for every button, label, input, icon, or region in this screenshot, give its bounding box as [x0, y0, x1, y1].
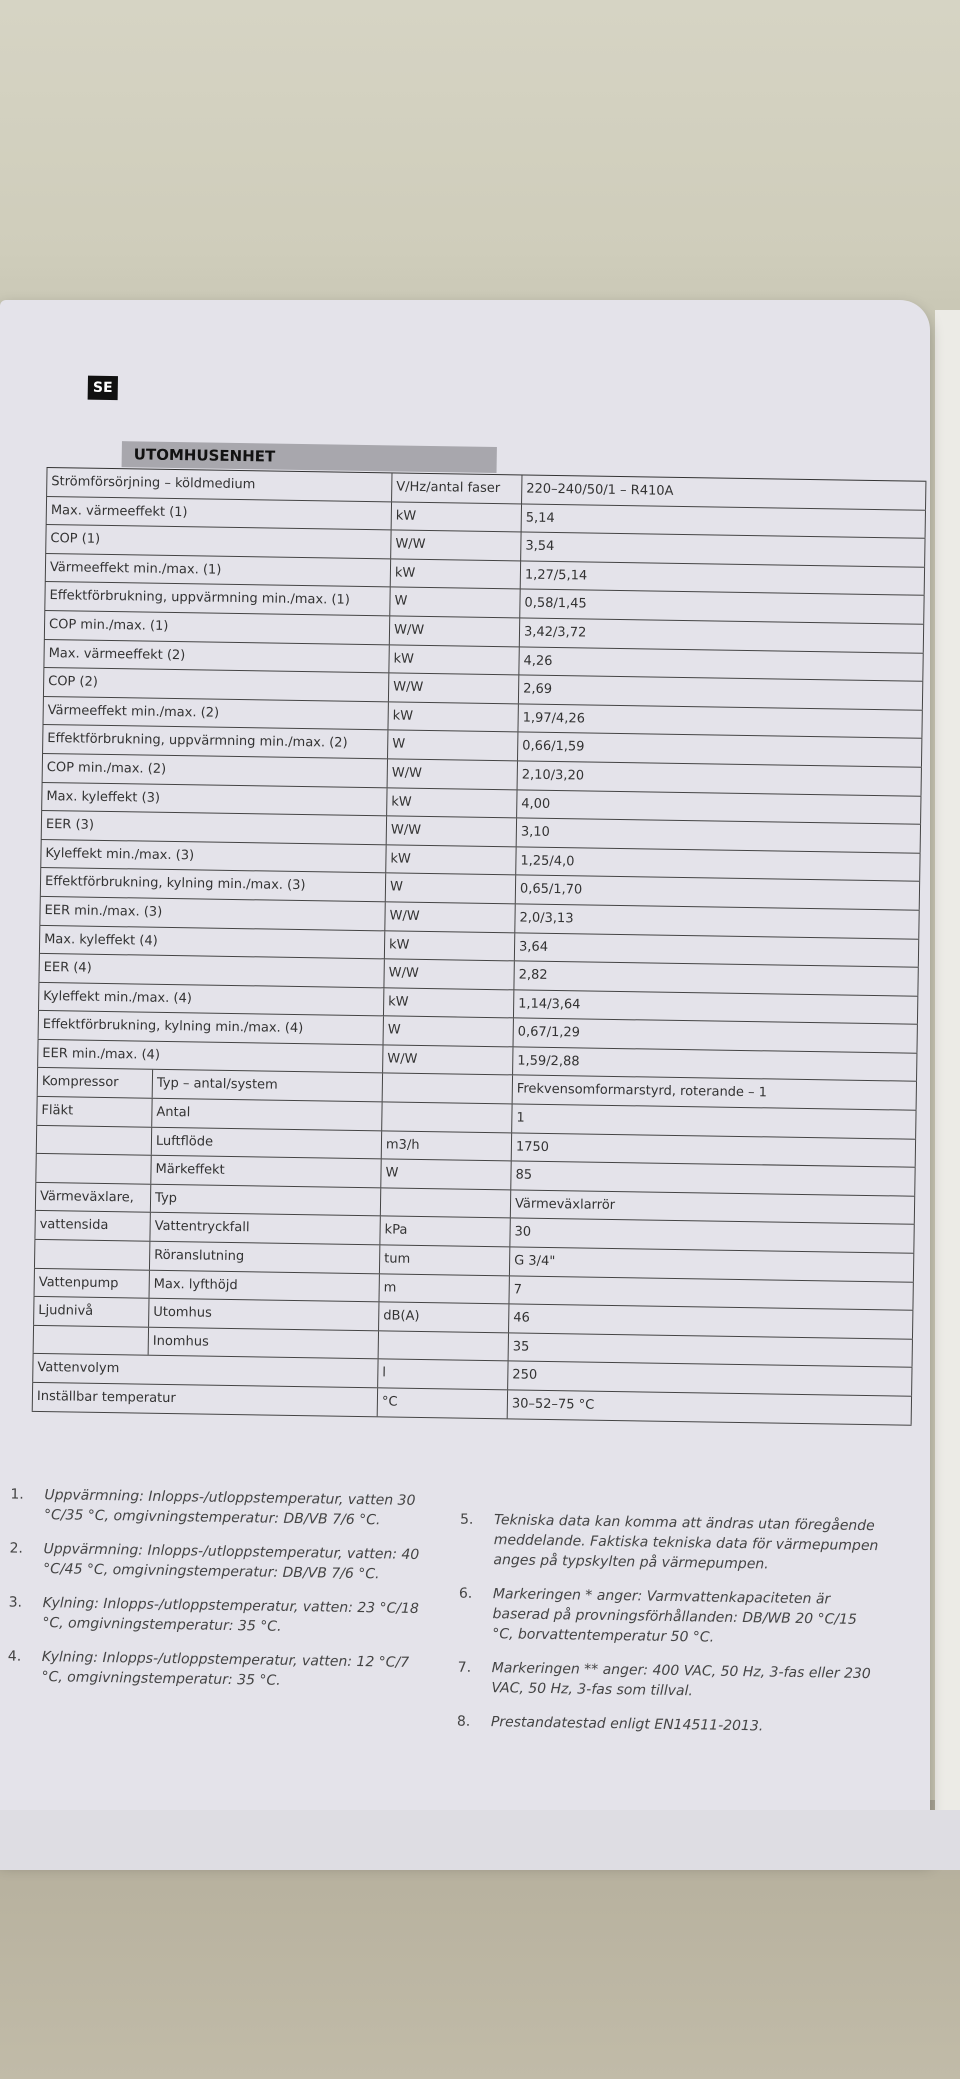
row-label: Värmeeffekt min./max. (2) [43, 697, 388, 730]
row-value: 7 [508, 1276, 913, 1310]
section-title: UTOMHUSENHET [122, 441, 497, 473]
row-value: Frekvensomformarstyrd, roterande – 1 [512, 1076, 917, 1110]
row-unit: W [380, 1160, 510, 1190]
row-unit: W/W [386, 816, 516, 846]
row-unit: kW [390, 559, 520, 589]
row-label: Effektförbrukning, kylning min./max. (3) [40, 868, 385, 901]
row-value: 2,69 [518, 676, 923, 710]
footnote-text: Uppvärmning: Inlopps-/utloppstemperatur, vatten 30 °C/35 °C, omgivningstemperatur: DB/VB 7/6 °C. [43, 1487, 416, 1529]
row-label: Kyleffekt min./max. (4) [38, 983, 383, 1016]
row-unit: V/Hz/antal faser [391, 473, 521, 503]
row-value: 30–52–75 °C [507, 1390, 912, 1424]
row-unit: W [383, 1017, 513, 1047]
row-unit: W/W [388, 674, 518, 704]
footnote-text: Kylning: Inlopps-/utloppstemperatur, vatten: 12 °C/7 °C, omgivningstemperatur: 35 °C. [41, 1649, 410, 1689]
row-unit: W/W [383, 959, 513, 989]
footnote-text: Uppvärmning: Inlopps-/utloppstemperatur, vatten: 40 °C/45 °C, omgivningstemperatur: DB/VB 7/6 °C. [43, 1541, 420, 1583]
row-unit: kPa [379, 1217, 509, 1247]
row-sublabel: Max. lyfthöjd [149, 1270, 379, 1301]
row-group: Ljudnivå [33, 1297, 148, 1326]
row-unit [382, 1074, 512, 1104]
footnote [459, 1510, 880, 1577]
row-value: 85 [510, 1162, 915, 1196]
row-label: EER min./max. (4) [37, 1040, 382, 1073]
footnote-number: 6. [458, 1585, 473, 1602]
footnote-text: Markeringen * anger: Varmvattenkapaciteten är baserad på provningsförhållanden: DB/WB 20 °C/15 °C, borvattentemperatur 50 °C. [492, 1586, 858, 1646]
row-unit [380, 1188, 510, 1218]
footnote-text: Prestandatestad enligt EN14511-2013. [490, 1714, 764, 1735]
row-unit: W/W [390, 531, 520, 561]
row-value: 1750 [511, 1133, 916, 1167]
row-unit [378, 1331, 508, 1361]
row-value: 3,54 [520, 533, 925, 567]
row-unit: dB(A) [378, 1303, 508, 1333]
footnotes-left-column [7, 1485, 430, 1708]
footnote-number: 2. [9, 1540, 24, 1557]
row-label: COP (1) [45, 525, 390, 558]
row-label: EER (4) [38, 954, 383, 987]
footnote-text: Tekniska data kan komma att ändras utan föregående meddelande. Faktiska tekniska data för värmepumpen anges på typskylten på värmepumpen. [493, 1512, 879, 1573]
row-unit: kW [391, 502, 521, 532]
row-group: vattensida [34, 1211, 149, 1240]
row-sublabel: Märkeffekt [150, 1156, 380, 1187]
row-value: 5,14 [521, 504, 926, 538]
spec-table [32, 467, 927, 1425]
row-unit: kW [385, 845, 515, 875]
row-value: 250 [507, 1362, 912, 1396]
row-label: EER (3) [41, 811, 386, 844]
row-unit: W [389, 588, 519, 618]
row-group: Kompressor [37, 1068, 152, 1097]
row-unit: tum [379, 1245, 509, 1275]
footnote-number: 4. [7, 1648, 22, 1665]
row-value: 30 [509, 1219, 914, 1253]
footnote [457, 1658, 878, 1705]
footnote [457, 1712, 877, 1739]
language-badge: SE [88, 376, 118, 400]
row-label: Effektförbrukning, uppvärmning min./max. (2) [42, 725, 387, 758]
row-value: 1,59/2,88 [512, 1047, 917, 1081]
row-label: COP min./max. (1) [44, 611, 389, 644]
row-unit: W/W [389, 616, 519, 646]
footnote-number: 8. [456, 1713, 471, 1730]
row-unit: l [377, 1360, 507, 1390]
row-value: 0,65/1,70 [515, 876, 920, 910]
row-group [33, 1326, 148, 1355]
footnote-number: 5. [459, 1511, 474, 1528]
row-unit: W/W [382, 1045, 512, 1075]
footnote-text: Kylning: Inlopps-/utloppstemperatur, vatten: 23 °C/18 °C, omgivningstemperatur: 35 °C. [42, 1595, 420, 1635]
row-label: Max. värmeeffekt (1) [46, 497, 391, 530]
row-value: 0,66/1,59 [517, 733, 922, 767]
row-sublabel: Typ – antal/system [152, 1070, 382, 1101]
footnote-number: 3. [8, 1594, 23, 1611]
row-sublabel: Inomhus [148, 1328, 378, 1359]
row-unit: m [378, 1274, 508, 1304]
row-sublabel: Antal [151, 1099, 381, 1130]
row-value: Värmeväxlarrör [510, 1190, 915, 1224]
row-value: 1,97/4,26 [517, 704, 922, 738]
row-sublabel: Vattentryckfall [149, 1213, 379, 1244]
row-value: 4,26 [518, 647, 923, 681]
row-unit: kW [383, 988, 513, 1018]
row-value: G 3/4" [509, 1247, 914, 1281]
row-label: Vattenvolym [32, 1354, 377, 1387]
row-value: 3,42/3,72 [519, 618, 924, 652]
row-value: 35 [508, 1333, 913, 1367]
row-group [36, 1126, 151, 1155]
row-group [35, 1154, 150, 1183]
row-label: Max. kyleffekt (4) [39, 925, 384, 958]
row-group: Fläkt [36, 1097, 151, 1126]
footnote-number: 7. [457, 1659, 472, 1676]
footnote-number: 1. [10, 1486, 24, 1503]
row-unit: W [385, 874, 515, 904]
row-unit: W/W [384, 902, 514, 932]
footnote [8, 1593, 429, 1640]
row-group [34, 1240, 149, 1269]
row-label: EER min./max. (3) [39, 897, 384, 930]
row-sublabel: Röranslutning [149, 1242, 379, 1273]
row-unit [381, 1102, 511, 1132]
row-sublabel: Typ [150, 1185, 380, 1216]
row-label: COP min./max. (2) [42, 754, 387, 787]
row-unit: W/W [387, 759, 517, 789]
row-label: Max. kyleffekt (3) [41, 782, 386, 815]
row-value: 3,10 [516, 819, 921, 853]
row-unit: m3/h [381, 1131, 511, 1161]
row-unit: kW [384, 931, 514, 961]
row-value: 1,14/3,64 [513, 990, 918, 1024]
footnote [7, 1647, 428, 1694]
row-value: 0,58/1,45 [519, 590, 924, 624]
row-unit: kW [386, 788, 516, 818]
footnote [10, 1485, 431, 1532]
row-value: 3,64 [514, 933, 919, 967]
footnote [9, 1539, 430, 1586]
row-value: 4,00 [516, 790, 921, 824]
row-value: 1 [511, 1104, 916, 1138]
page-bottom-edge [0, 1810, 960, 1870]
row-value: 46 [508, 1305, 913, 1339]
footnote-text: Markeringen ** anger: 400 VAC, 50 Hz, 3-fas eller 230 VAC, 50 Hz, 3-fas som tillval. [491, 1660, 871, 1700]
row-label: Kyleffekt min./max. (3) [40, 840, 385, 873]
row-value: 1,25/4,0 [515, 847, 920, 881]
footnote [458, 1584, 879, 1651]
row-unit: W [387, 731, 517, 761]
row-unit: °C [377, 1388, 507, 1418]
row-group: Vattenpump [34, 1269, 149, 1298]
row-label: COP (2) [43, 668, 388, 701]
row-sublabel: Luftflöde [151, 1127, 381, 1158]
row-label: Strömförsörjning – köldmedium [46, 468, 391, 501]
row-label: Värmeeffekt min./max. (1) [45, 554, 390, 587]
row-value: 220–240/50/1 – R410A [521, 475, 926, 509]
row-label: Effektförbrukning, kylning min./max. (4) [38, 1011, 383, 1044]
row-value: 2,10/3,20 [517, 761, 922, 795]
row-value: 0,67/1,29 [513, 1019, 918, 1053]
row-label: Max. värmeeffekt (2) [43, 640, 388, 673]
row-label: Effektförbrukning, uppvärmning min./max. (1) [44, 582, 389, 615]
row-value: 2,82 [513, 961, 918, 995]
row-value: 1,27/5,14 [520, 561, 925, 595]
footnotes-right-column [457, 1510, 881, 1753]
row-value: 2,0/3,13 [514, 904, 919, 938]
row-sublabel: Utomhus [148, 1299, 378, 1330]
next-page-edge [935, 310, 960, 1870]
row-group: Värmeväxlare, [35, 1183, 150, 1212]
row-label: Inställbar temperatur [32, 1383, 377, 1416]
row-unit: kW [387, 702, 517, 732]
row-unit: kW [388, 645, 518, 675]
